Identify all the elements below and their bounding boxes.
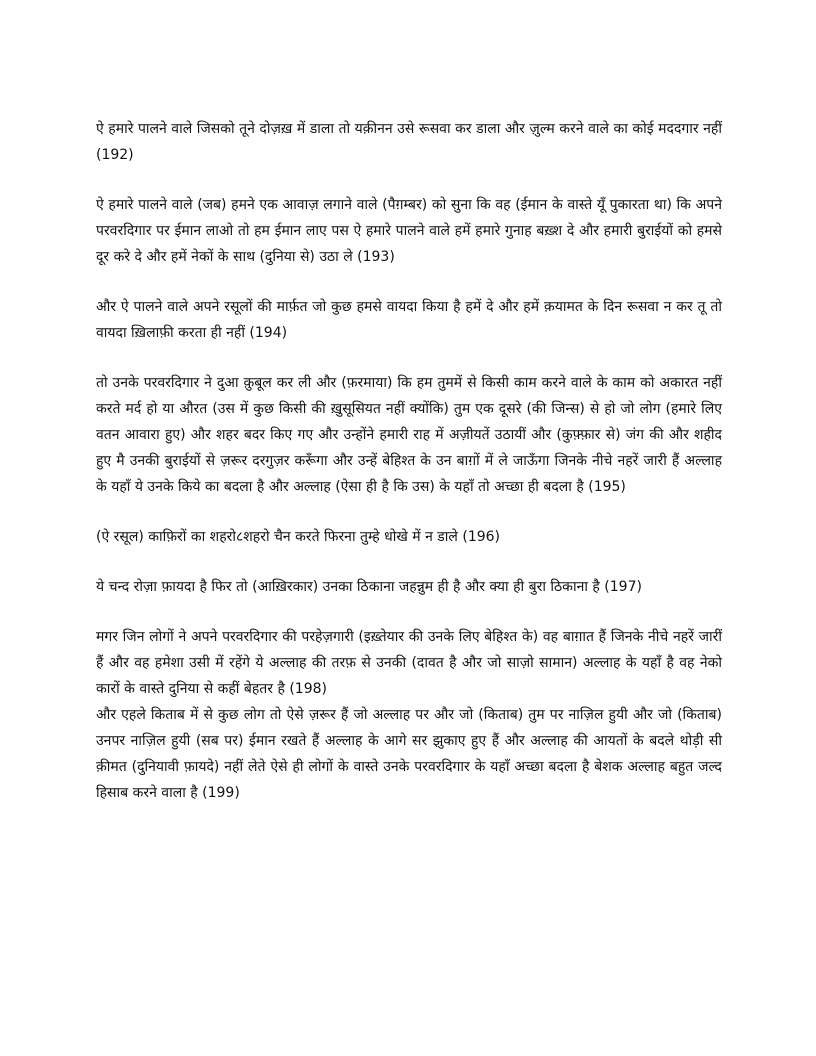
paragraph-199: और एहले किताब में से कुछ लोग तो ऐसे ज़रूर हैं जो अल्लाह पर और जो (किताब) तुम पर नाज़िल हुयी और जो (किताब) उनपर नाज़िल हुयी (सब पर) ईमान रखते हैं अल्लाह के आगे सर झुकाए हुए हैं और अल्लाह की आयतों के बदले थोड़ी सी क़ीमत (दुनियावी फ़ायदे) नहीं लेते ऐसे ही लोगों के वास्ते उनके परवरदिगार के यहाँ अच्छा बदला है बेशक अल्लाह बहुत जल्द हिसाब करने वाला है (199) <box>96 707 722 801</box>
paragraph-198: मगर जिन लोगों ने अपने परवरदिगार की परहेज़गारी (इख़्तेयार की उनके लिए बेहिश्त के) वह बाग़ात हैं जिनके नीचे नहरें जारीं हैं और वह हमेशा उसी में रहेंगे ये अल्लाह की तरफ़ से उनकी (दावत है और जो साज़ो सामान) अल्लाह के यहाँ है वह नेको कारों के वास्ते दुनिया से कहीं बेहतर है (198) <box>96 629 722 697</box>
paragraph-193: ऐ हमारे पालने वाले (जब) हमने एक आवाज़ लगाने वाले (पैग़म्बर) को सुना कि वह (ईमान के वास्ते यूँ पुकारता था) कि अपने परवरदिगार पर ईमान लाओ तो हम ईमान लाए पस ऐ हमारे पालने वाले हमें हमारे गुनाह बख़्श दे और हमारी बुराईयों को हमसे दूर करे दे और हमें नेकों के साथ (दुनिया से) उठा ले (193) <box>96 197 722 265</box>
paragraph-195: तो उनके परवरदिगार ने दुआ क़ुबूल कर ली और (फ़रमाया) कि हम तुममें से किसी काम करने वाले के काम को अकारत नहीं करते मर्द हो या औरत (उस में कुछ किसी की ख़ुसूसियत नहीं क्योंकि) तुम एक दूसरे (की जिन्स) से हो जो लोग (हमारे लिए वतन आवारा हुए) और शहर बदर किए गए और उन्होंने हमारी राह में अज़ीयतें उठायीं और (कुफ़्फ़ार से) जंग की और शहीद हुए मै उनकी बुराईयों से ज़रूर दरगुज़र करूँगा और उन्हें बेहिश्त के उन बाग़ों में ले जाऊँगा जिनके नीचे नहरें जारी हैं अल्लाह के यहाँ ये उनके किये का बदला है और अल्लाह (ऐसा ही है कि उस) के यहाँ तो अच्छा ही बदला है (195) <box>96 375 722 495</box>
paragraph-194: और ऐ पालने वाले अपने रसूलों की मार्फ़त जो कुछ हमसे वायदा किया है हमें दे और हमें क़यामत के दिन रूसवा न कर तू तो वायदा ख़िलाफ़ी करता ही नहीं (194) <box>96 299 722 341</box>
paragraph-196: (ऐ रसूल) काफ़िरों का शहरो८शहरो चैन करते फिरना तुम्हे धोखे में न डाले (196) <box>96 529 501 545</box>
document-body <box>96 116 722 830</box>
paragraph-197: ये चन्द रोज़ा फ़ायदा है फिर तो (आख़िरकार) उनका ठिकाना जहन्नुम ही है और क्या ही बुरा ठिकाना है (197) <box>96 579 642 595</box>
paragraph-192: ऐ हमारे पालने वाले जिसको तूने दोज़ख़ में डाला तो यक़ीनन उसे रूसवा कर डाला और ज़ुल्म करने वाले का कोई मददगार नहीं (192) <box>96 121 722 163</box>
